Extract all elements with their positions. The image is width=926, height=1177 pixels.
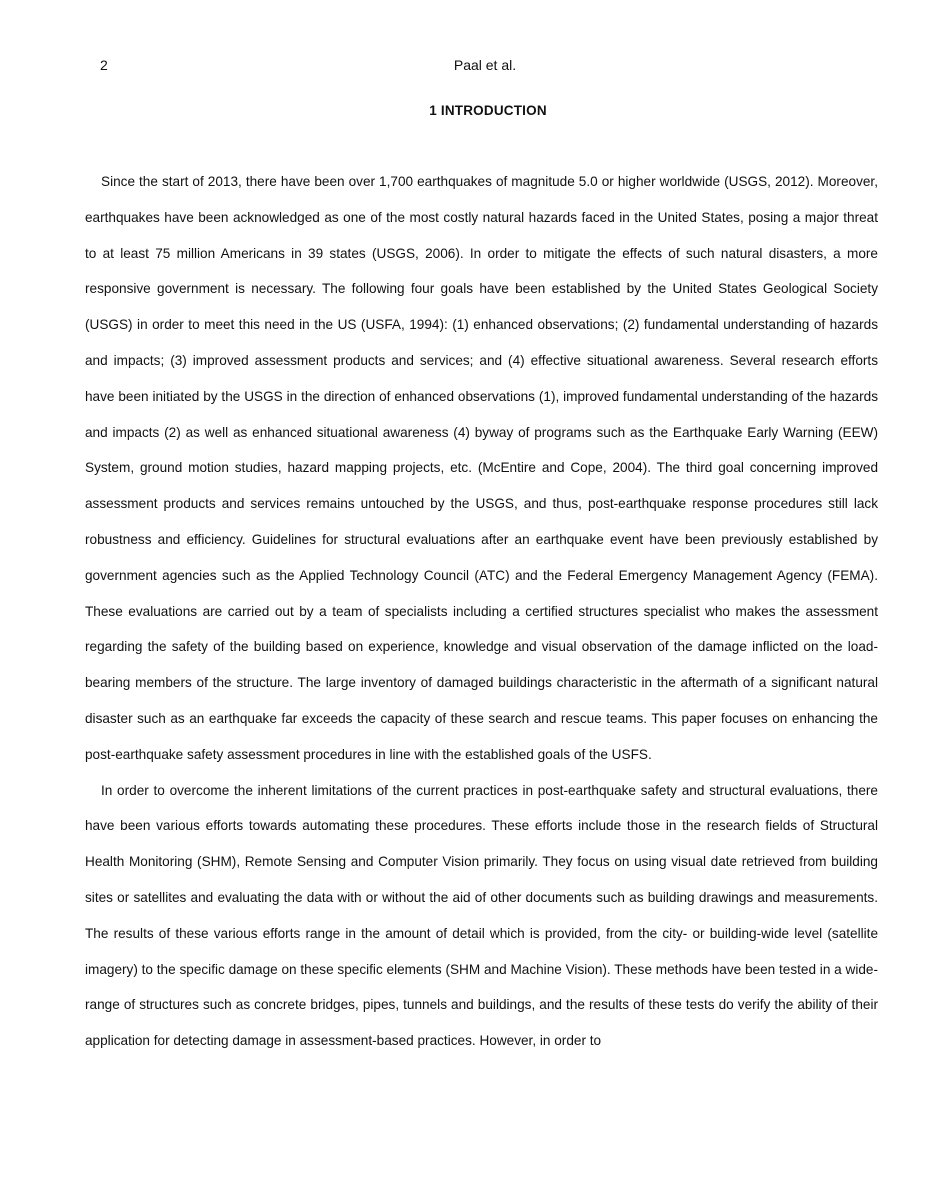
running-head: Paal et al. bbox=[453, 57, 517, 73]
paragraph: Since the start of 2013, there have been over 1,700 earthquakes of magnitude 5.0 or higher worldwide (USGS, 2012). Moreover, earthquakes have been acknowledged as one of the most costly natural hazards faced in the United States, posing a major threat to at least 75 million Americans in 39 states (USGS, 2006). In order to mitigate the effects of such natural disasters, a more responsive government is necessary. The following four goals have been established by the United States Geological Society (USGS) in order to meet this need in the US (USFA, 1994): (1) enhanced observations; (2) fundamental understanding of hazards and impacts; (3) improved assessment products and services; and (4) effective situational awareness. Several research efforts have been initiated by the USGS in the direction of enhanced observations (1), improved fundamental understanding of the hazards and impacts (2) as well as enhanced situational awareness (4) byway of programs such as the Earthquake Early Warning (EEW) System, ground motion studies, hazard mapping projects, etc. (McEntire and Cope, 2004). The third goal concerning improved assessment products and services remains untouched by the USGS, and thus, post-earthquake response procedures still lack robustness and efficiency. Guidelines for structural evaluations after an earthquake event have been previously established by government agencies such as the Applied Technology Council (ATC) and the Federal Emergency Management Agency (FEMA). These evaluations are carried out by a team of specialists including a certified structures specialist who makes the assessment regarding the safety of the building based on experience, knowledge and visual observation of the damage inflicted on the load-bearing members of the structure. The large inventory of damaged buildings characteristic in the aftermath of a significant natural disaster such as an earthquake far exceeds the capacity of these search and rescue teams. This paper focuses on enhancing the post-earthquake safety assessment procedures in line with the established goals of the USFS. bbox=[85, 174, 878, 762]
page-number: 2 bbox=[100, 57, 108, 73]
paragraph: In order to overcome the inherent limitations of the current practices in post-earthquake safety and structural evaluations, there have been various efforts towards automating these procedures. These efforts include those in the research fields of Structural Health Monitoring (SHM), Remote Sensing and Computer Vision primarily. They focus on using visual date retrieved from building sites or satellites and evaluating the data with or without the aid of other documents such as building drawings and measurements. The results of these various efforts range in the amount of detail which is provided, from the city- or building-wide level (satellite imagery) to the specific damage on these specific elements (SHM and Machine Vision). These methods have been tested in a wide-range of structures such as concrete bridges, pipes, tunnels and buildings, and the results of these tests do verify the ability of their application for detecting damage in assessment-based practices. However, in order to bbox=[85, 782, 878, 1049]
body-text bbox=[85, 164, 878, 1059]
section-heading: 1 INTRODUCTION bbox=[429, 103, 547, 118]
